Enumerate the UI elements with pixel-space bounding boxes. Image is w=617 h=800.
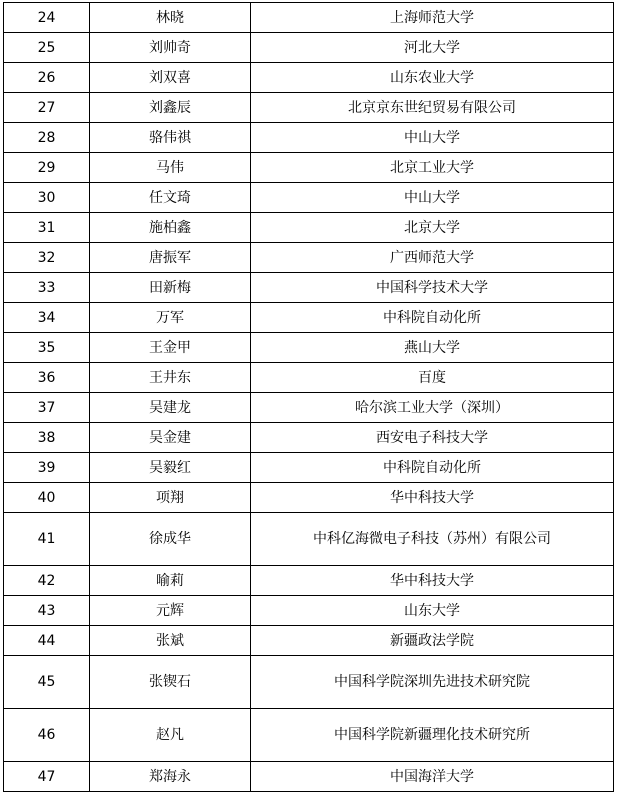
name-cell: 吴建龙 (90, 393, 251, 423)
name-cell: 王金甲 (90, 333, 251, 363)
table-row (4, 93, 614, 123)
name-cell: 张锲石 (90, 656, 251, 709)
row-number-cell: 34 (4, 303, 90, 333)
name-cell: 唐振军 (90, 243, 251, 273)
organization-cell: 山东农业大学 (251, 63, 614, 93)
row-number-cell: 38 (4, 423, 90, 453)
table-row (4, 596, 614, 626)
row-number-cell: 37 (4, 393, 90, 423)
name-cell: 赵凡 (90, 709, 251, 762)
name-cell: 林晓 (90, 3, 251, 33)
name-cell: 郑海永 (90, 762, 251, 792)
name-cell: 张斌 (90, 626, 251, 656)
row-number-cell: 40 (4, 483, 90, 513)
table-row (4, 273, 614, 303)
table-row (4, 709, 614, 762)
name-cell: 万军 (90, 303, 251, 333)
table-row (4, 453, 614, 483)
table-row (4, 363, 614, 393)
row-number-cell: 28 (4, 123, 90, 153)
table-row (4, 423, 614, 453)
table-row (4, 33, 614, 63)
organization-cell: 中国海洋大学 (251, 762, 614, 792)
organization-cell: 百度 (251, 363, 614, 393)
table-row (4, 513, 614, 566)
organization-cell: 中山大学 (251, 183, 614, 213)
table-row (4, 483, 614, 513)
table-row (4, 303, 614, 333)
row-number-cell: 35 (4, 333, 90, 363)
table-row (4, 213, 614, 243)
row-number-cell: 30 (4, 183, 90, 213)
organization-cell: 中国科学院深圳先进技术研究院 (251, 656, 614, 709)
name-cell: 吴毅红 (90, 453, 251, 483)
table-row (4, 333, 614, 363)
row-number-cell: 31 (4, 213, 90, 243)
organization-cell: 中山大学 (251, 123, 614, 153)
name-cell: 马伟 (90, 153, 251, 183)
row-number-cell: 45 (4, 656, 90, 709)
row-number-cell: 46 (4, 709, 90, 762)
name-cell: 元辉 (90, 596, 251, 626)
organization-cell: 北京京东世纪贸易有限公司 (251, 93, 614, 123)
organization-cell: 中科院自动化所 (251, 453, 614, 483)
organization-cell: 哈尔滨工业大学（深圳） (251, 393, 614, 423)
table-row (4, 3, 614, 33)
row-number-cell: 32 (4, 243, 90, 273)
table-row (4, 243, 614, 273)
name-cell: 徐成华 (90, 513, 251, 566)
row-number-cell: 44 (4, 626, 90, 656)
organization-cell: 广西师范大学 (251, 243, 614, 273)
name-cell: 施柏鑫 (90, 213, 251, 243)
name-cell: 喻莉 (90, 566, 251, 596)
organization-cell: 河北大学 (251, 33, 614, 63)
table-row (4, 656, 614, 709)
organization-cell: 华中科技大学 (251, 483, 614, 513)
organization-cell: 中科亿海微电子科技（苏州）有限公司 (251, 513, 614, 566)
organization-cell: 新疆政法学院 (251, 626, 614, 656)
organization-cell: 上海师范大学 (251, 3, 614, 33)
organization-cell: 山东大学 (251, 596, 614, 626)
table-row (4, 123, 614, 153)
table-row (4, 626, 614, 656)
row-number-cell: 41 (4, 513, 90, 566)
organization-cell: 北京工业大学 (251, 153, 614, 183)
name-cell: 刘双喜 (90, 63, 251, 93)
name-cell: 刘鑫辰 (90, 93, 251, 123)
name-cell: 骆伟祺 (90, 123, 251, 153)
row-number-cell: 42 (4, 566, 90, 596)
member-table (3, 2, 614, 792)
organization-cell: 中国科学技术大学 (251, 273, 614, 303)
row-number-cell: 43 (4, 596, 90, 626)
row-number-cell: 39 (4, 453, 90, 483)
row-number-cell: 25 (4, 33, 90, 63)
table-row (4, 393, 614, 423)
row-number-cell: 36 (4, 363, 90, 393)
row-number-cell: 26 (4, 63, 90, 93)
name-cell: 项翔 (90, 483, 251, 513)
row-number-cell: 29 (4, 153, 90, 183)
table-row (4, 566, 614, 596)
name-cell: 任文琦 (90, 183, 251, 213)
organization-cell: 燕山大学 (251, 333, 614, 363)
row-number-cell: 33 (4, 273, 90, 303)
row-number-cell: 47 (4, 762, 90, 792)
organization-cell: 中科院自动化所 (251, 303, 614, 333)
name-cell: 王井东 (90, 363, 251, 393)
organization-cell: 华中科技大学 (251, 566, 614, 596)
organization-cell: 中国科学院新疆理化技术研究所 (251, 709, 614, 762)
name-cell: 吴金建 (90, 423, 251, 453)
table-row (4, 762, 614, 792)
table-body (4, 3, 614, 792)
table-row (4, 153, 614, 183)
table-row (4, 63, 614, 93)
organization-cell: 北京大学 (251, 213, 614, 243)
row-number-cell: 24 (4, 3, 90, 33)
organization-cell: 西安电子科技大学 (251, 423, 614, 453)
name-cell: 刘帅奇 (90, 33, 251, 63)
name-cell: 田新梅 (90, 273, 251, 303)
row-number-cell: 27 (4, 93, 90, 123)
table-row (4, 183, 614, 213)
